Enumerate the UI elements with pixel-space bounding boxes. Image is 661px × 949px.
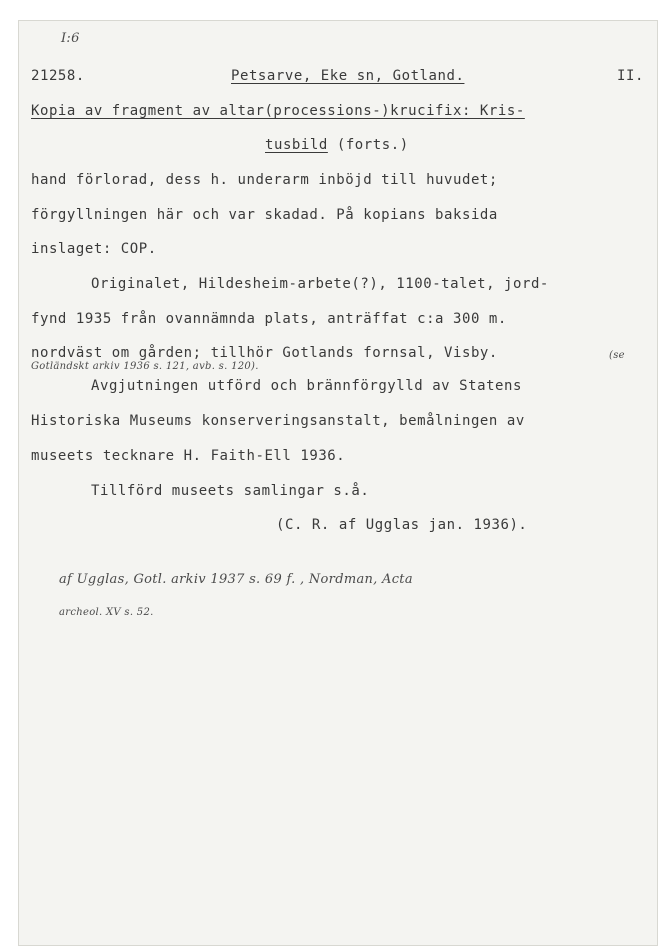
handwritten-insert-line: Gotländskt arkiv 1936 s. 121, avb. s. 120). — [31, 361, 259, 372]
body-line: Historiska Museums konserveringsanstalt, bemålningen av — [31, 413, 525, 429]
body-line: nordväst om gården; tillhör Gotlands fornsal, Visby. — [31, 345, 498, 361]
corner-mark: I:6 — [61, 31, 80, 46]
handwritten-insert-end: (se — [609, 350, 625, 361]
location-heading: Petsarve, Eke sn, Gotland. — [231, 68, 465, 84]
catalog-number: 21258. — [31, 68, 85, 84]
body-line: Tillförd museets samlingar s.å. — [91, 483, 370, 499]
body-line: inslaget: COP. — [31, 241, 157, 257]
title-line-2 — [265, 136, 409, 154]
title-continuation: (forts.) — [327, 137, 409, 153]
title-underlined-word: tusbild — [265, 137, 328, 153]
page-number: II. — [617, 68, 644, 84]
body-line: Avgjutningen utförd och brännförgylld av Statens — [91, 378, 522, 394]
body-line: museets tecknare H. Faith-Ell 1936. — [31, 448, 346, 464]
signature-line: (C. R. af Ugglas jan. 1936). — [276, 517, 528, 533]
catalog-card — [18, 20, 658, 946]
body-line: Originalet, Hildesheim-arbete(?), 1100-talet, jord- — [91, 276, 549, 292]
body-line: hand förlorad, dess h. underarm inböjd till huvudet; — [31, 172, 498, 188]
handwritten-reference-2: archeol. XV s. 52. — [59, 607, 154, 618]
title-line-1: Kopia av fragment av altar(processions-)krucifix: Kris- — [31, 103, 525, 119]
body-line: fynd 1935 från ovannämnda plats, anträffat c:a 300 m. — [31, 311, 507, 327]
handwritten-reference-1: af Ugglas, Gotl. arkiv 1937 s. 69 f. , Nordman, Acta — [59, 572, 413, 587]
body-line: förgyllningen här och var skadad. På kopians baksida — [31, 207, 498, 223]
